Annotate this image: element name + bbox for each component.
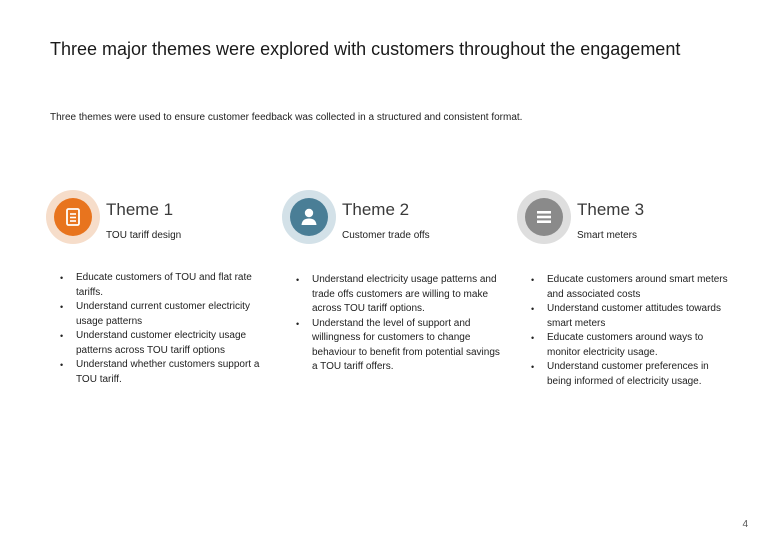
list-item: • Educate customers of TOU and flat rate tariffs. (60, 271, 270, 300)
theme-1-title: Theme 1 (106, 200, 174, 219)
theme-1-bullets (60, 271, 270, 387)
list-item: • Understand customer preferences in being informed of electricity usage. (531, 360, 731, 389)
page-subtitle: Three themes were used to ensure customer feedback was collected in a structured and consistent format. (50, 112, 523, 123)
theme-2-bullets (296, 273, 506, 375)
theme-3-badge (517, 190, 571, 244)
list-item: • Understand the level of support and willingness for customers to change behaviour to benefit from potential savings a TOU tariff offers. (296, 317, 506, 375)
theme-3-title: Theme 3 (577, 200, 645, 219)
theme-2-badge (282, 190, 336, 244)
page-title: Three major themes were explored with customers throughout the engagement (50, 39, 681, 59)
page-number: 4 (742, 519, 748, 530)
person-icon (291, 199, 327, 235)
theme-1-badge (46, 190, 100, 244)
list-item: • Understand customer attitudes towards smart meters (531, 302, 731, 331)
theme-1-subtitle: TOU tariff design (106, 230, 182, 241)
list-item: • Understand electricity usage patterns and trade offs customers are willing to make across TOU tariff options. (296, 273, 506, 317)
document-icon (55, 199, 91, 235)
theme-2-subtitle: Customer trade offs (342, 230, 430, 241)
list-item: • Educate customers around smart meters and associated costs (531, 273, 731, 302)
list-item: • Understand customer electricity usage patterns across TOU tariff options (60, 329, 270, 358)
list-item: • Understand current customer electricity usage patterns (60, 300, 270, 329)
list-item: • Educate customers around ways to monitor electricity usage. (531, 331, 731, 360)
theme-3-bullets (531, 273, 731, 389)
theme-3-subtitle: Smart meters (577, 230, 638, 241)
list-item: • Understand whether customers support a TOU tariff. (60, 358, 270, 387)
theme-2-title: Theme 2 (342, 200, 410, 219)
menu-lines-icon (526, 199, 562, 235)
